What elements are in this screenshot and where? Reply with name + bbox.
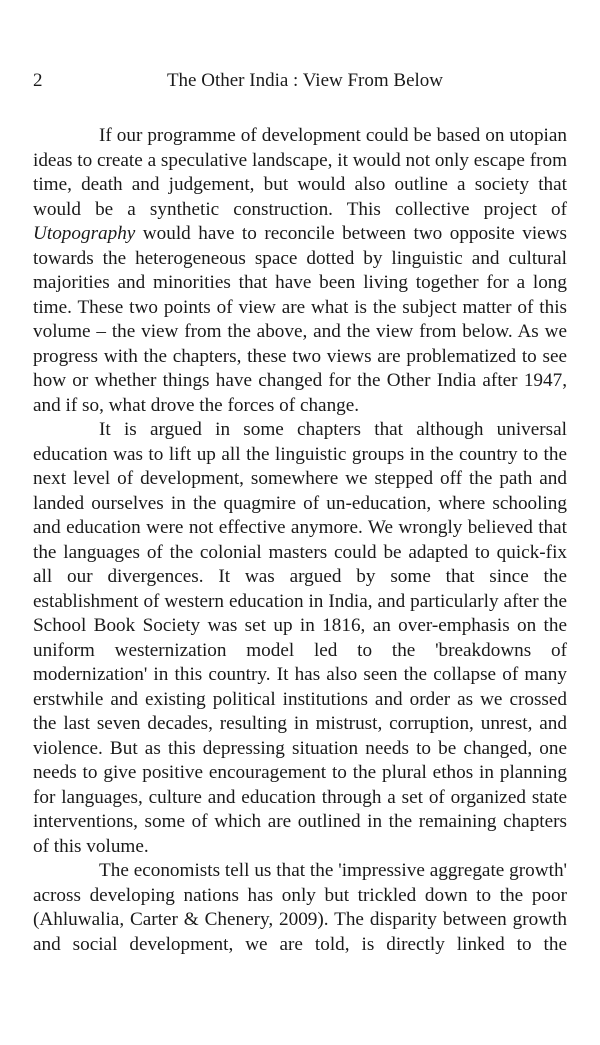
paragraph-1-text-b: would have to reconcile between two opposite views towards the heterogeneous space dotted by linguistic and cultural majorities and minorities that have been living together for a long time. These two points of view are what is the subject matter of this volume – the view from the above, and the view from below. As we progress with the chapters, these two views are problematized to see how or whether things have changed for the Other India after 1947, and if so, what drove the forces of change. — [33, 223, 567, 416]
paragraph-2: It is argued in some chapters that although universal education was to lift up all the linguistic groups in the country to the next level of development, somewhere we stepped off the path and landed ourselves in the quagmire of un-education, where schooling and education were not effective anymore. We wrongly believed that the languages of the colonial masters could be adapted to quick-fix all our divergences. It was argued by some that since the establishment of western education in India, and particularly after the School Book Society was set up in 1816, an over-emphasis on the uniform westernization model led to the 'breakdowns of modernization' in this country. It has also seen the collapse of many erstwhile and existing political institutions and order as we crossed the last seven decades, resulting in mistrust, corruption, unrest, and violence. But as this depressing situation needs to be changed, one needs to give positive encouragement to the plural ethos in planning for languages, culture and education through a set of organized state interventions, some of which are outlined in the remaining chapters of this volume. — [33, 419, 567, 857]
paragraph-1-text-a: If our programme of development could be based on utopian ideas to create a speculative landscape, it would not only escape from time, death and judgement, but would also outline a society that would be a synthetic construction. This collective project of — [33, 125, 567, 220]
page-number: 2 — [33, 70, 43, 91]
running-title: The Other India : View From Below — [166, 70, 444, 91]
body-text — [33, 124, 567, 957]
running-header — [33, 66, 567, 96]
paragraph-3: The economists tell us that the 'impressive aggregate growth' across developing nations has only but trickled down to the poor (Ahluwalia, Carter & Chenery, 2009). The disparity between growth and social development, we are told, is directly linked to the — [33, 860, 567, 955]
paragraph-1 — [33, 124, 567, 418]
utopography-term: Utopography — [33, 223, 136, 244]
